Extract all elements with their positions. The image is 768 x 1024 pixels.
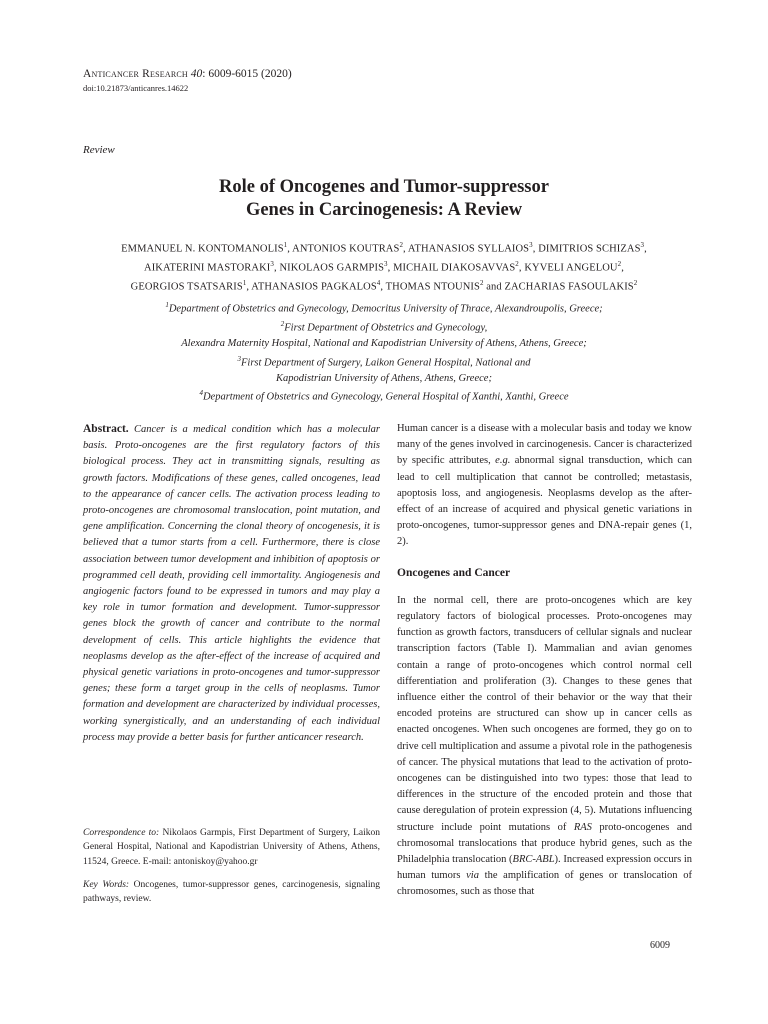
author-sep: ,: [621, 262, 624, 274]
section-text: ). Increased expression occurs in human tumors: [397, 854, 692, 882]
author-sep: ,: [387, 262, 394, 274]
page-number: 6009: [650, 940, 670, 951]
author: ANTONIOS KOUTRAS: [292, 243, 400, 255]
section-text: proto-oncogenes and chromosomal translocations that produce hybrid genes, such as the Philadelphia translocation (: [397, 821, 692, 866]
via-italic: via: [466, 870, 479, 882]
body-column-right: [397, 421, 692, 901]
author: KYVELI ANGELOU: [524, 262, 618, 274]
author-sep: and: [483, 281, 505, 293]
author: ZACHARIAS FASOULAKIS: [504, 281, 634, 293]
section-text: the amplification of genes or translocation of chromosomes, such as those that: [397, 870, 692, 898]
correspondence-label: Correspondence to:: [83, 828, 160, 838]
article-title: [0, 176, 768, 222]
keywords-text: Oncogenes, tumor-suppressor genes, carcinogenesis, signaling pathways, review.: [83, 880, 380, 905]
journal-name: Anticancer Research: [83, 68, 188, 80]
author-affil-sup: 1: [283, 241, 288, 249]
abstract-label: Abstract.: [83, 423, 129, 435]
author: NIKOLAOS GARMPIS: [279, 262, 385, 274]
affil-sup: 4: [199, 389, 203, 398]
intro-paragraph: [397, 421, 692, 551]
journal-header: [83, 68, 292, 80]
affiliations: [40, 298, 728, 406]
correspondence: [83, 826, 380, 869]
author-line: [40, 238, 728, 257]
author-affil-sup: 4: [376, 279, 381, 287]
affiliation-1: [40, 298, 728, 317]
author: ATHANASIOS PAGKALOS: [251, 281, 377, 293]
intro-text: abnormal signal transduction, which can lead to cell multiplication that cannot be controlled; metastasis, apoptosis loss, and angiogenesis. Neoplasms develop as the after-effect of an increase of acquired and physical genetic variations in proto-oncogenes, tumor-suppressor genes and DNA-repair genes (1, 2).: [397, 455, 692, 548]
author-affil-sup: 2: [617, 260, 622, 268]
author: THOMAS NTOUNIS: [385, 281, 480, 293]
author-affil-sup: 3: [640, 241, 645, 249]
author: EMMANUEL N. KONTOMANOLIS: [121, 243, 284, 255]
section-heading: Oncogenes and Cancer: [397, 566, 511, 579]
affiliation-3: [40, 352, 728, 371]
affil-text: Department of Obstetrics and Gynecology, Democritus University of Thrace, Alexandroupolis, Greece;: [168, 303, 603, 315]
journal-volume: 40: [190, 68, 203, 80]
author: MICHAIL DIAKOSAVVAS: [393, 262, 516, 274]
author-affil-sup: 3: [529, 241, 533, 249]
author-list: [40, 238, 728, 295]
affil-sup: 2: [280, 320, 285, 329]
author-affil-sup: 2: [479, 279, 484, 287]
affil-sup: 3: [237, 354, 241, 363]
affil-text: Department of Obstetrics and Gynecology, General Hospital of Xanthi, Xanthi, Greece: [202, 391, 569, 403]
title-line-2: Genes in Carcinogenesis: A Review: [245, 200, 523, 220]
author-affil-sup: 3: [270, 260, 274, 268]
gene-brc-abl: BRC-ABL: [512, 854, 555, 866]
keywords: [83, 878, 380, 907]
author-affil-sup: 2: [399, 241, 404, 249]
affiliation-2: [40, 317, 728, 336]
affiliation-2-cont: Alexandra Maternity Hospital, National and Kapodistrian University of Athens, Athens, Greece;: [181, 338, 587, 350]
author-line: [40, 276, 728, 295]
author-affil-sup: 2: [515, 260, 519, 268]
title-line-1: Role of Oncogenes and Tumor-suppressor: [219, 177, 549, 197]
author-affil-sup: 1: [242, 279, 247, 287]
author-sep: ,: [532, 243, 539, 255]
affil-sup: 1: [165, 301, 169, 309]
article-type: Review: [83, 144, 115, 156]
author-sep: ,: [274, 262, 280, 274]
affil-text: First Department of Obstetrics and Gynecology,: [284, 322, 488, 334]
author-sep: ,: [287, 243, 293, 255]
keywords-label: Key Words:: [83, 880, 130, 890]
affiliation-4: [40, 386, 728, 405]
affiliation-3-cont: Kapodistrian University of Athens, Athens, Greece;: [276, 372, 492, 384]
author-sep: ,: [644, 243, 647, 255]
author-affil-sup: 3: [384, 260, 388, 268]
section-text: In the normal cell, there are proto-oncogenes which are key regulatory factors of biological processes. Proto-oncogenes may function as growth factors, transducers of cellular signals and nuclear transcription factors (Table I). Mammalian and avian genomes contain a range of proto-oncogenes which control normal cell differentiation and proliferation (3). Changes to these genes that influence either the control of their behavior or the way that their encoded proteins are structured can show up in cancer cells as enacted oncogenes. When such oncogenes are formed, they go on to drive cell multiplication and assume a pivotal role in the pathogenesis of cancer. The physical mutations that lead to the activation of proto-oncogenes can be distinguished into two types: those that lead to differences in the structure of the encoded protein and those that cause deregulation of protein expression (4, 5). Mutations influencing structure include point mutations of: [397, 594, 692, 833]
author-sep: ,: [246, 281, 252, 293]
abstract: [83, 421, 380, 746]
affil-text: First Department of Surgery, Laikon General Hospital, National and: [240, 357, 531, 369]
doi[interactable]: doi:10.21873/anticanres.14622: [83, 83, 189, 93]
intro-eg: e.g.: [495, 455, 511, 467]
intro-text: Human cancer is a disease with a molecular basis and today we know many of the genes involved in carcinogenesis. Cancer is characterized by specific attributes,: [397, 423, 692, 467]
author-sep: ,: [380, 281, 386, 293]
author-sep: ,: [518, 262, 525, 274]
gene-ras: RAS: [573, 821, 592, 833]
author: ATHANASIOS SYLLAIOS: [407, 243, 530, 255]
abstract-paragraph: [83, 421, 380, 746]
abstract-text: Cancer is a medical condition which has a molecular basis. Proto-oncogenes are the first regulatory factors of this biological process. They act in transmitting signals, resulting as growth factors. Modifications of these genes, called oncogenes, lead to the appearance of cancer cells. The activation process leading to proto-oncogenes are chromosomal translocation, point mutation, and gene amplification. Concerning the clonal theory of oncogenesis, it is believed that a tumor starts from a cell. Furthermore, there is close association between tumor development and inhibition of apoptosis or programmed cell death, providing cell immortality. Angiogenesis and angiogenic factors found to be expressed in tumors and may play a key role in tumor formation and development. Tumor-suppressor genes block the growth of cancer and contribute to the normal development of cells. This article highlights the evidence that neoplasms develop as the after-effect of the increase of acquired and physical genetic variations in proto-oncogenes and tumor-suppressor genes; these form a target group in the cells of neoplasms. Tumor formation and development are characterized by individual processes, working synergistically, and an understanding of each individual process may provide a better basis for further anticancer research.: [83, 424, 380, 743]
author-affil-sup: 2: [633, 279, 638, 287]
author: AIKATERINI MASTORAKI: [144, 262, 271, 274]
section-paragraph: [397, 593, 692, 901]
journal-pages: : 6009-6015 (2020): [202, 68, 292, 80]
author-line: [40, 257, 728, 276]
author-sep: ,: [403, 243, 408, 255]
author: DIMITRIOS SCHIZAS: [538, 243, 641, 255]
author: GEORGIOS TSATSARIS: [130, 281, 243, 293]
correspondence-text: Nikolaos Garmpis, First Department of Surgery, Laikon General Hospital, National and Kapodistrian University of Athens, Athens, 11524, Greece. E-mail: antoniskoy@yahoo.gr: [83, 828, 380, 867]
